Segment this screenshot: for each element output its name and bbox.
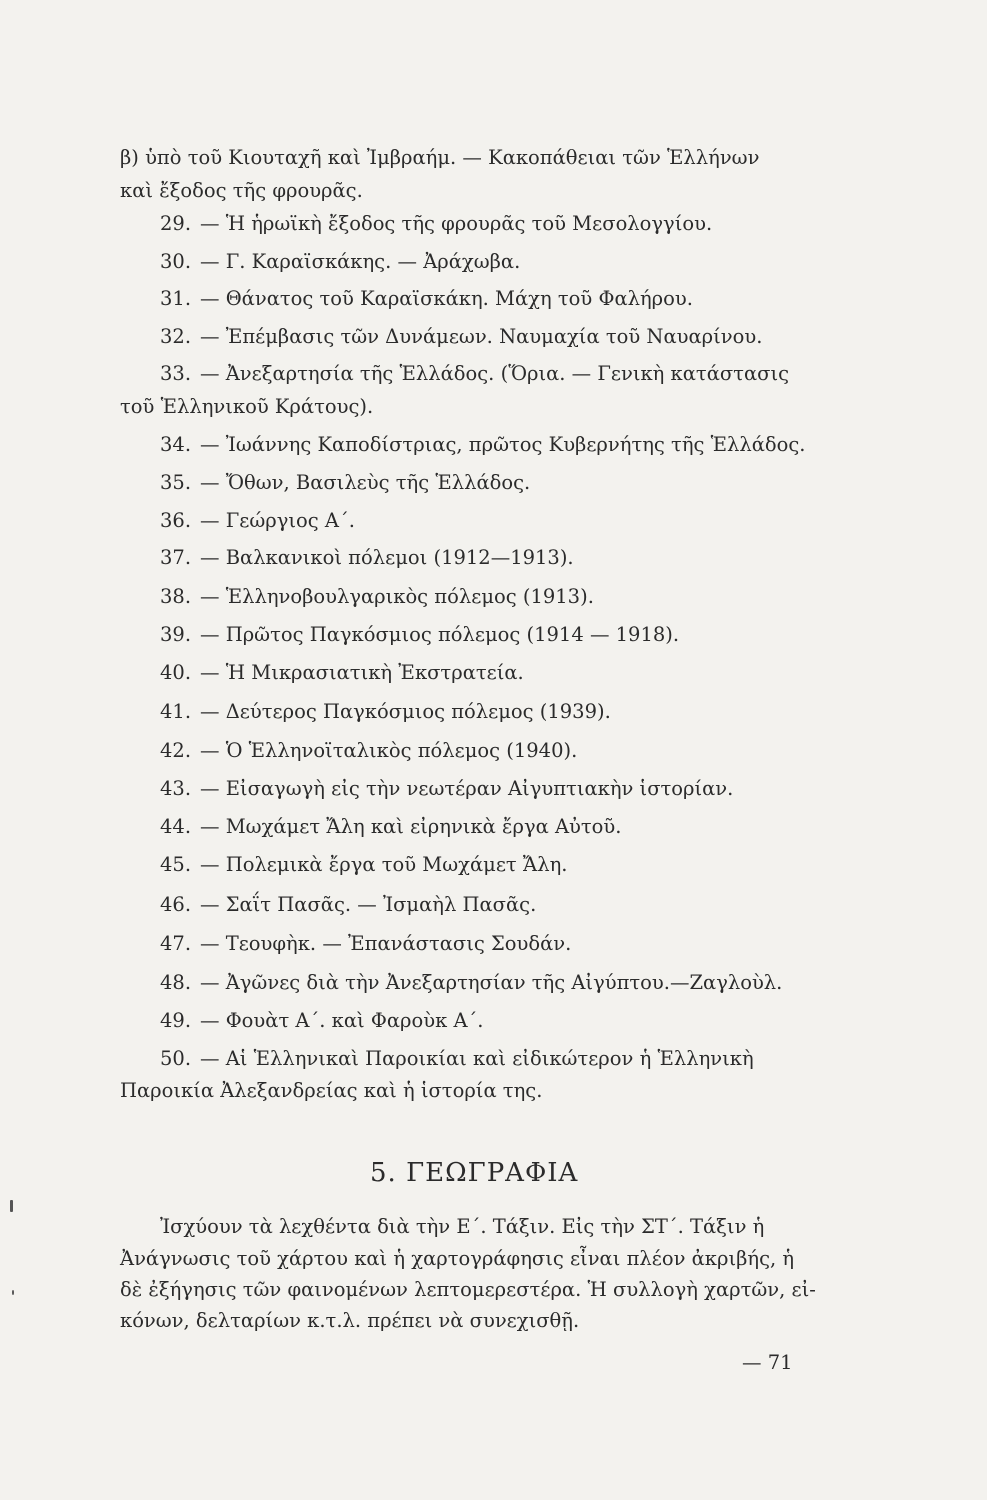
section-heading: 5. ΓΕΩΓΡΑΦΙΑ <box>370 1158 579 1188</box>
item-number: 46. <box>160 893 192 916</box>
item-number: 31. <box>160 287 192 310</box>
item-number: 38. <box>160 585 192 608</box>
list-item <box>160 817 621 837</box>
item-text: — Σαΐτ Πασᾶς. — Ἰσμαὴλ Πασᾶς. <box>200 893 537 916</box>
list-item <box>160 327 762 347</box>
item-number: 39. <box>160 623 192 646</box>
list-item <box>160 214 712 234</box>
item-text: — Μωχάμετ Ἄλη καὶ εἰρηνικὰ ἔργα Αὐτοῦ. <box>200 815 622 838</box>
item-text: — Γ. Καραϊσκάκης. — Ἀράχωβα. <box>200 250 521 273</box>
item-text: — Ὁ Ἑλληνοϊταλικὸς πόλεμος (1940). <box>200 739 578 762</box>
item-number: 50. <box>160 1047 192 1070</box>
item-text: — Πολεμικὰ ἔργα τοῦ Μωχάμετ Ἄλη. <box>200 853 568 876</box>
list-item-continuation: τοῦ Ἑλληνικοῦ Κράτους). <box>120 395 374 418</box>
item-text: — Φουὰτ Α΄. καὶ Φαροὺκ Α΄. <box>200 1009 484 1032</box>
list-item <box>160 252 520 272</box>
item-text: — Πρῶτος Παγκόσμιος πόλεμος (1914 — 1918). <box>200 623 680 646</box>
intro-line-1: β) ὑπὸ τοῦ Κιουταχῆ καὶ Ἰμβραήμ. — Κακοπάθειαι τῶν Ἑλλήνων <box>120 146 760 169</box>
item-number: 40. <box>160 661 192 684</box>
list-item <box>160 934 571 954</box>
item-text: — Εἰσαγωγὴ εἰς τὴν νεωτέραν Αἰγυπτιακὴν ἱστορίαν. <box>200 777 734 800</box>
list-item <box>160 289 693 309</box>
list-item <box>160 473 530 493</box>
item-text: — Ἐπέμβασις τῶν Δυνάμεων. Ναυμαχία τοῦ Ναυαρίνου. <box>200 325 763 348</box>
list-item <box>160 855 567 875</box>
list-item <box>160 779 733 799</box>
list-item <box>160 364 789 384</box>
list-item <box>160 625 679 645</box>
item-text: — Δεύτερος Παγκόσμιος πόλεμος (1939). <box>200 700 611 723</box>
item-number: 42. <box>160 739 192 762</box>
item-number: 29. <box>160 212 192 235</box>
item-number: 44. <box>160 815 192 838</box>
list-item <box>160 1011 484 1031</box>
item-number: 43. <box>160 777 192 800</box>
page-number: — 71 <box>742 1351 793 1374</box>
item-number: 37. <box>160 546 192 569</box>
item-text: — Ὄθων, Βασιλεὺς τῆς Ἑλλάδος. <box>200 471 531 494</box>
paragraph-line: δὲ ἐξήγησις τῶν φαινομένων λεπτομερεστέρα. Ἡ συλλογὴ χαρτῶν, εἰ- <box>120 1278 816 1301</box>
item-text: — Ἑλληνοβουλγαρικὸς πόλεμος (1913). <box>200 585 594 608</box>
list-item <box>160 741 577 761</box>
item-text: — Ἡ ἡρωϊκὴ ἔξοδος τῆς φρουρᾶς τοῦ Μεσολογγίου. <box>200 212 713 235</box>
list-item <box>160 587 594 607</box>
item-number: 48. <box>160 971 192 994</box>
item-number: 47. <box>160 932 192 955</box>
item-text: — Ἀνεξαρτησία τῆς Ἑλλάδος. (Ὅρια. — Γενικὴ κατάστασις <box>200 362 790 385</box>
item-text: — Βαλκανικοὶ πόλεμοι (1912—1913). <box>200 546 574 569</box>
item-text: — Θάνατος τοῦ Καραϊσκάκη. Μάχη τοῦ Φαλήρου. <box>200 287 693 310</box>
item-text: — Ἡ Μικρασιατικὴ Ἐκστρατεία. <box>200 661 524 684</box>
list-item <box>160 435 806 455</box>
margin-speck <box>12 1290 14 1295</box>
item-text: — Ἀγῶνες διὰ τὴν Ἀνεξαρτησίαν τῆς Αἰγύπτου.—Ζαγλοὺλ. <box>200 971 783 994</box>
item-text: — Γεώργιος Α΄. <box>200 509 355 532</box>
item-number: 34. <box>160 433 192 456</box>
list-item <box>160 702 611 722</box>
item-number: 41. <box>160 700 192 723</box>
list-item <box>160 973 782 993</box>
margin-speck <box>10 1200 13 1212</box>
paragraph-line: κόνων, δελταρίων κ.τ.λ. πρέπει νὰ συνεχισθῇ. <box>120 1309 580 1332</box>
list-item <box>160 548 574 568</box>
list-item <box>160 663 524 683</box>
paragraph-line: Ἰσχύουν τὰ λεχθέντα διὰ τὴν Ε΄. Τάξιν. Εἰς τὴν ΣΤ΄. Τάξιν ἡ <box>160 1215 765 1238</box>
item-text: — Ἰωάννης Καποδίστριας, πρῶτος Κυβερνήτης τῆς Ἑλλάδος. <box>200 433 806 456</box>
item-number: 36. <box>160 509 192 532</box>
item-number: 32. <box>160 325 192 348</box>
item-text: — Τεουφὴκ. — Ἐπανάστασις Σουδάν. <box>200 932 572 955</box>
item-number: 49. <box>160 1009 192 1032</box>
item-number: 30. <box>160 250 192 273</box>
list-item-continuation: Παροικία Ἀλεξανδρείας καὶ ἡ ἱστορία της. <box>120 1079 543 1102</box>
list-item <box>160 895 536 915</box>
list-item <box>160 1049 754 1069</box>
list-item <box>160 511 355 531</box>
intro-line-2: καὶ ἔξοδος τῆς φρουρᾶς. <box>120 179 363 202</box>
item-number: 33. <box>160 362 192 385</box>
item-number: 45. <box>160 853 192 876</box>
paragraph-line: Ἀνάγνωσις τοῦ χάρτου καὶ ἡ χαρτογράφησις εἶναι πλέον ἀκριβής, ἡ <box>120 1247 795 1270</box>
item-text: — Αἱ Ἑλληνικαὶ Παροικίαι καὶ εἰδικώτερον ἡ Ἑλληνικὴ <box>200 1047 754 1070</box>
item-number: 35. <box>160 471 192 494</box>
